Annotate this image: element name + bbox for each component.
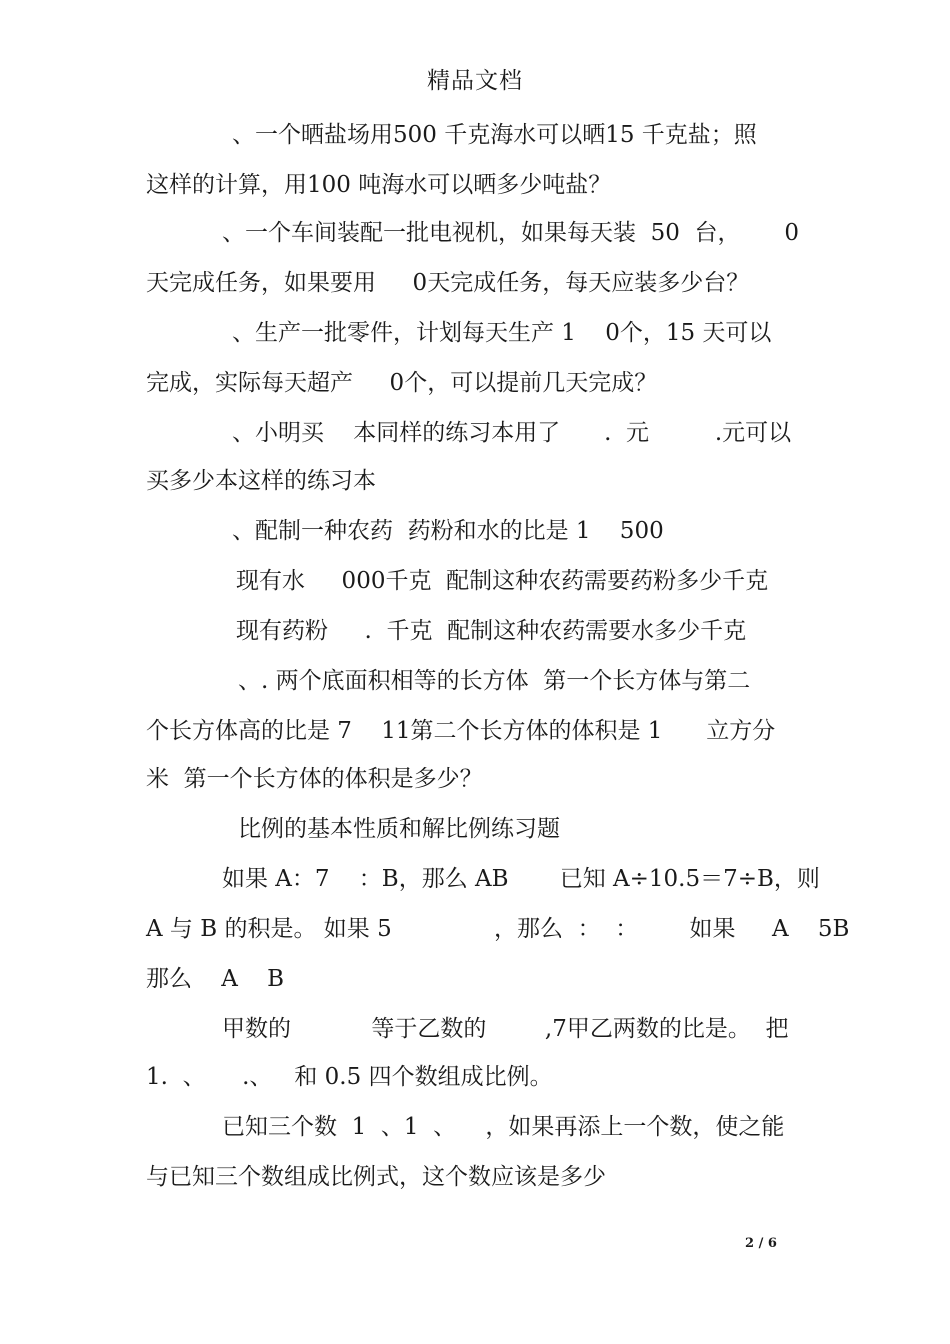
problem-3-line-2: 完成，实际每天超产 0个，可以提前几天完成？ <box>146 370 658 396</box>
problem-5-sub-1: 现有水 000千克 配制这种农药需要药粉多少千克 <box>236 568 769 594</box>
problem-2-line-2: 天完成任务，如果要用 0天完成任务，每天应装多少台？ <box>146 270 750 296</box>
exercise-line-7: 与已知三个数组成比例式，这个数应该是多少 <box>146 1164 606 1190</box>
page-header-title: 精品文档 <box>427 68 523 94</box>
problem-1-line-2: 这样的计算，用100 吨海水可以晒多少吨盐？ <box>146 172 612 198</box>
exercise-line-1: 如果 A：7 ：B，那么 AB 已知 A÷10.5＝7÷B，则 <box>222 866 820 892</box>
problem-5-line-1: 、配制一种农药 药粉和水的比是 1 500 <box>232 518 664 544</box>
problem-4-line-1: 、小明买 本同样的练习本用了 . 元 .元可以 <box>232 420 792 446</box>
exercise-line-2: A 与 B 的积是。 如果 5 ，那么 ： ： 如果 A 5B <box>146 916 850 942</box>
exercise-line-3: 那么 A B <box>146 966 284 992</box>
exercise-line-5: 1. 、 .、 和 0.5 四个数组成比例。 <box>146 1064 553 1090</box>
problem-6-line-3: 米 第一个长方体的体积是多少？ <box>146 766 483 792</box>
problem-6-line-2: 个长方体高的比是 7 11第二个长方体的体积是 1 立方分 <box>146 718 776 744</box>
exercise-line-4: 甲数的 等于乙数的 ,7甲乙两数的比是。 把 <box>222 1016 789 1042</box>
problem-6-line-1: 、. 两个底面积相等的长方体 第一个长方体与第二 <box>238 668 751 694</box>
exercise-line-6: 已知三个数 1 、1 、 ，如果再添上一个数，使之能 <box>222 1114 785 1140</box>
problem-2-line-1: 、一个车间装配一批电视机，如果每天装 50 台， 0 <box>222 220 800 246</box>
page-number: 2 / 6 <box>745 1236 777 1251</box>
problem-4-line-2: 买多少本这样的练习本 <box>146 468 376 494</box>
problem-5-sub-2: 现有药粉 . 千克 配制这种农药需要水多少千克 <box>236 618 747 644</box>
problem-3-line-1: 、生产一批零件，计划每天生产 1 0个，15 天可以 <box>232 320 772 346</box>
problem-1-line-1: 、一个晒盐场用500 千克海水可以晒15 千克盐；照 <box>232 122 757 148</box>
section-heading: 比例的基本性质和解比例练习题 <box>238 816 560 842</box>
